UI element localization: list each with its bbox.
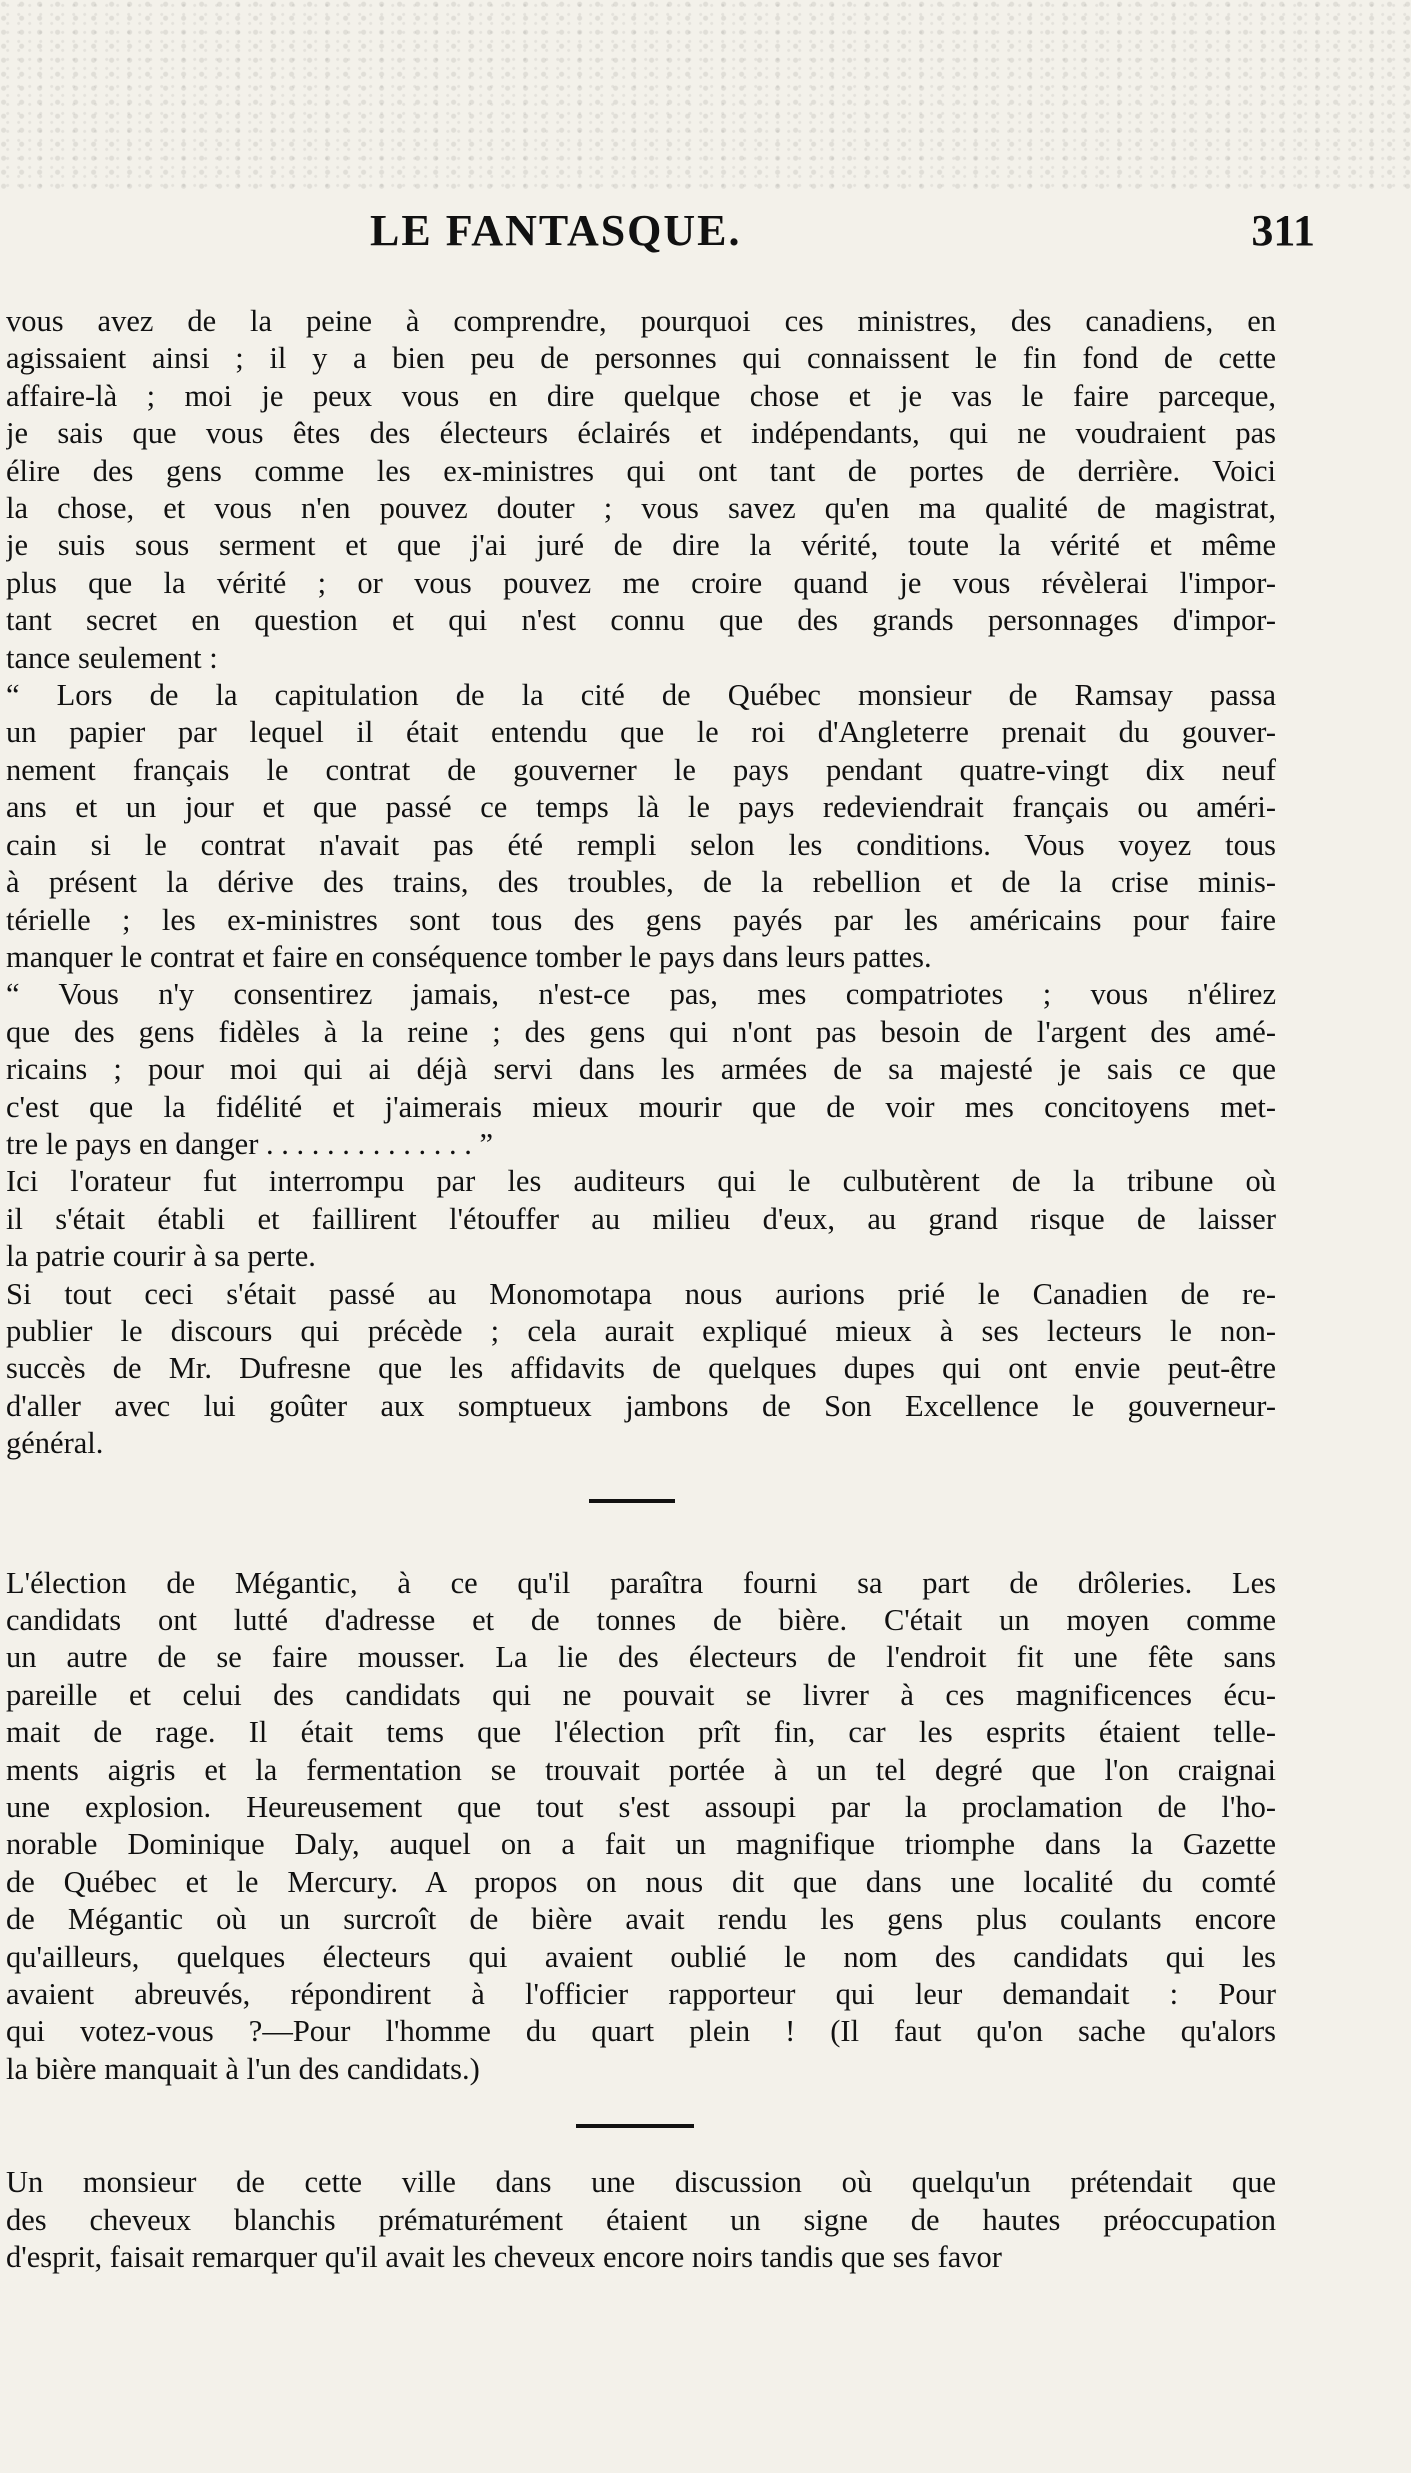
text-line: affaire-là ; moi je peux vous en dire quelque chose et je vas le faire parceque, (6, 378, 1276, 413)
text-line: succès de Mr. Dufresne que les affidavits de quelques dupes qui ont envie peut-être (6, 1351, 1276, 1386)
text-line: qu'ailleurs, quelques électeurs qui avaient oublié le nom des candidats qui les (6, 1939, 1276, 1974)
paragraph-group-megantic (6, 1565, 1276, 2089)
text-line: manquer le contrat et faire en conséquence tomber le pays dans leurs pattes. (6, 939, 932, 974)
paragraph-group-speech (6, 303, 1276, 1463)
text-line: la chose, et vous n'en pouvez douter ; vous savez qu'en ma qualité de magistrat, (6, 491, 1276, 526)
text-line: à présent la dérive des trains, des troubles, de la rebellion et de la crise minis- (6, 865, 1276, 900)
text-line: ments aigris et la fermentation se trouvait portée à un tel degré que l'on craignai (6, 1752, 1276, 1787)
text-line: térielle ; les ex-ministres sont tous des gens payés par les américains pour faire (6, 902, 1276, 937)
text-line: agissaient ainsi ; il y a bien peu de personnes qui connaissent le fin fond de cette (6, 341, 1276, 376)
text-line: L'élection de Mégantic, à ce qu'il paraîtra fourni sa part de drôleries. Les (6, 1565, 1276, 1600)
text-line: de Mégantic où un surcroît de bière avait rendu les gens plus coulants encore (6, 1902, 1276, 1937)
text-line: je sais que vous êtes des électeurs éclairés et indépendants, qui ne voudraient pas (6, 416, 1276, 451)
text-line: Ici l'orateur fut interrompu par les auditeurs qui le culbutèrent de la tribune où (6, 1164, 1276, 1199)
text-line: Si tout ceci s'était passé au Monomotapa nous aurions prié le Canadien de re- (6, 1276, 1276, 1311)
text-line: un autre de se faire mousser. La lie des électeurs de l'endroit fit une fête sans (6, 1640, 1276, 1675)
page-number: 311 (1251, 206, 1315, 255)
text-line: une explosion. Heureusement que tout s'est assoupi par la proclamation de l'ho- (6, 1790, 1276, 1825)
scan-noise (0, 0, 1411, 190)
text-line: pareille et celui des candidats qui ne pouvait se livrer à ces magnificences écu- (6, 1677, 1276, 1712)
section-divider (589, 1499, 675, 1503)
text-line: mait de rage. Il était tems que l'élection prît fin, car les esprits étaient telle- (6, 1715, 1276, 1750)
text-line: candidats ont lutté d'adresse et de tonnes de bière. C'était un moyen comme (6, 1603, 1276, 1637)
paragraph-group-cheveux (6, 2164, 1276, 2276)
text-line: général. (6, 1426, 104, 1461)
text-line: d'aller avec lui goûter aux somptueux jambons de Son Excellence le gouverneur- (6, 1388, 1276, 1423)
text-line: la bière manquait à l'un des candidats.) (6, 2051, 480, 2086)
text-line: Un monsieur de cette ville dans une discussion où quelqu'un prétendait que (6, 2165, 1276, 2200)
text-line: “ Vous n'y consentirez jamais, n'est-ce pas, mes compatriotes ; vous n'élirez (6, 977, 1276, 1012)
running-title: LE FANTASQUE. (370, 206, 742, 255)
text-line: élire des gens comme les ex-ministres qui ont tant de portes de derrière. Voici (6, 453, 1276, 488)
text-line: je suis sous serment et que j'ai juré de dire la vérité, toute la vérité et même (6, 528, 1276, 563)
text-line: publier le discours qui précède ; cela aurait expliqué mieux à ses lecteurs le non- (6, 1313, 1276, 1348)
text-line: des cheveux blanchis prématurément étaient un signe de hautes préoccupation (6, 2202, 1276, 2237)
section-divider (576, 2124, 694, 2128)
text-line: tance seulement : (6, 640, 218, 675)
text-line: vous avez de la peine à comprendre, pourquoi ces ministres, des canadiens, en (6, 304, 1276, 338)
text-line: norable Dominique Daly, auquel on a fait un magnifique triomphe dans la Gazette (6, 1827, 1276, 1862)
text-line: ans et un jour et que passé ce temps là le pays redeviendrait français ou améri- (6, 790, 1276, 825)
text-line: que des gens fidèles à la reine ; des gens qui n'ont pas besoin de l'argent des amé- (6, 1014, 1276, 1049)
section-gap (6, 1539, 1276, 1565)
text-line: nement français le contrat de gouverner le pays pendant quatre-vingt dix neuf (6, 752, 1276, 787)
text-line: il s'était établi et faillirent l'étouffer au milieu d'eux, au grand risque de laisser (6, 1201, 1276, 1236)
text-line: cain si le contrat n'avait pas été rempli selon les conditions. Vous voyez tous (6, 827, 1276, 862)
text-line: qui votez-vous ?—Pour l'homme du quart plein ! (Il faut qu'on sache qu'alors (6, 2014, 1276, 2049)
text-line: c'est que la fidélité et j'aimerais mieux mourir que de voir mes concitoyens met- (6, 1089, 1276, 1124)
text-line: tre le pays en danger . . . . . . . . . . . . . . ” (6, 1126, 494, 1161)
text-line: d'esprit, faisait remarquer qu'il avait les cheveux encore noirs tandis que ses favor (6, 2240, 1002, 2275)
text-line: un papier par lequel il était entendu que le roi d'Angleterre prenait du gouver- (6, 715, 1276, 750)
text-line: tant secret en question et qui n'est connu que des grands personnages d'impor- (6, 603, 1276, 638)
text-line: “ Lors de la capitulation de la cité de Québec monsieur de Ramsay passa (6, 678, 1276, 713)
article-body (6, 303, 1276, 2277)
page-header (0, 205, 1411, 265)
text-line: plus que la vérité ; or vous pouvez me croire quand je vous révèlerai l'impor- (6, 565, 1276, 600)
text-line: avaient abreuvés, répondirent à l'officier rapporteur qui leur demandait : Pour (6, 1977, 1276, 2012)
text-line: de Québec et le Mercury. A propos on nous dit que dans une localité du comté (6, 1864, 1276, 1899)
text-line: la patrie courir à sa perte. (6, 1239, 316, 1274)
text-line: ricains ; pour moi qui ai déjà servi dans les armées de sa majesté je sais ce que (6, 1052, 1276, 1087)
